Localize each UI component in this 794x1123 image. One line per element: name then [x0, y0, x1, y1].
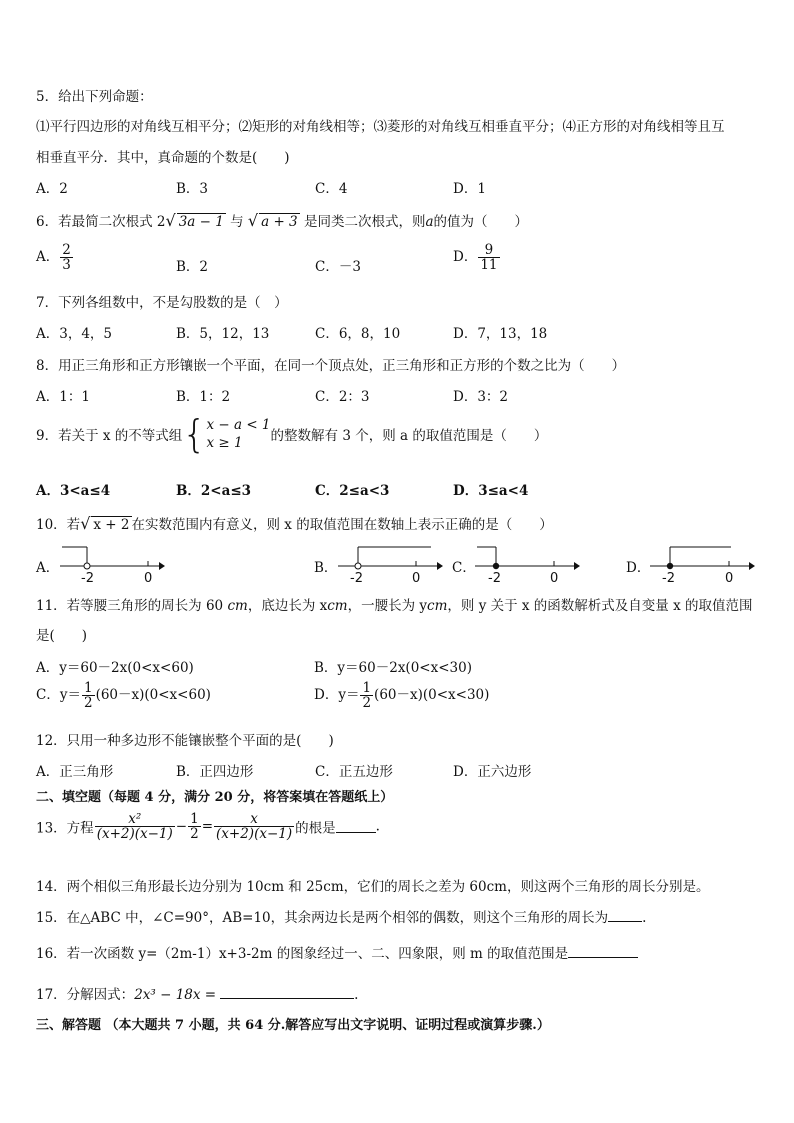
answer-blank	[608, 909, 642, 922]
q10-radicand: x + 2	[93, 517, 130, 533]
numerator: x²	[128, 811, 142, 827]
q14-stem: 14．两个相似三角形最长边分别为 10cm 和 25cm，它们的周长之差为 60cm，则这两个三角形的周长分别是。	[36, 879, 710, 895]
q12-option-c: C．正五边形	[315, 764, 393, 780]
q9-option-d: D．3≤a<4	[453, 483, 529, 499]
arrow-icon	[159, 562, 165, 570]
denominator: 2	[83, 695, 93, 712]
tick-label-neg2: -2	[350, 571, 363, 585]
q6-option-a	[36, 243, 74, 272]
inequality-1: x − a < 1	[206, 416, 271, 433]
closed-dot-icon	[667, 563, 673, 569]
q13-post: 的根是	[295, 820, 336, 837]
q8-stem: 8．用正三角形和正方形镶嵌一个平面，在同一个顶点处，正三角形和正方形的个数之比为（ ）	[36, 358, 626, 374]
q7-stem: 7．下列各组数中，不是勾股数的是（ ）	[36, 295, 288, 311]
q9-pre: 9．若关于 x 的不等式组	[36, 428, 183, 444]
tick-label-0: 0	[412, 571, 421, 585]
q11-stem	[36, 594, 753, 614]
q17-expression: 2x³ − 18x	[134, 987, 201, 1003]
q6-pre: 6．若最简二次根式 2	[36, 214, 166, 230]
minus-sign: −	[175, 818, 188, 835]
q6-post: 是同类二次根式，则	[299, 214, 426, 230]
open-dot-icon	[84, 563, 90, 569]
option-label: A．	[36, 249, 60, 266]
fraction-3	[214, 812, 294, 841]
numerator: 1	[362, 680, 372, 696]
q7-option-c: C．6，8，10	[315, 326, 401, 342]
option-tail: (60－x)(0<x<30)	[374, 687, 490, 704]
answer-blank	[336, 820, 376, 833]
unit: cm	[327, 598, 348, 614]
q11-text-4: ，则 y 关于 x 的函数解析式及自变量 x 的取值范围	[447, 598, 753, 614]
unit: cm	[227, 598, 248, 614]
section-2-heading: 二、填空题（每题 4 分，满分 20 分，将答案填在答题纸上）	[36, 790, 394, 805]
fraction-2	[188, 812, 201, 841]
equals-sign: =	[200, 987, 217, 1003]
q16-pre: 16．若一次函数 y=（2m-1）x+3-2m 的图象经过一、二、四象限，则 m 的取值范围是	[36, 946, 569, 962]
numerator: x	[250, 811, 258, 827]
q17-stem	[36, 983, 358, 1003]
brace-icon: {	[182, 412, 207, 456]
numerator: 9	[484, 242, 494, 258]
q5-statements: ⑴平行四边形的对角线互相平分；⑵矩形的对角线相等；⑶菱形的对角线互相垂直平分；⑷正方形的对角线相等且互	[36, 119, 725, 135]
q15-stem	[36, 906, 646, 926]
q9-stem	[36, 412, 548, 456]
tick-label-0: 0	[725, 571, 734, 585]
q15-pre: 15．在△ABC 中，∠C=90°，AB=10，其余两边长是两个相邻的偶数，则这个三角形的周长为	[36, 910, 609, 926]
q8-option-a: A．1：1	[36, 389, 90, 405]
denominator: 2	[362, 695, 372, 712]
arrow-icon	[749, 562, 755, 570]
arrow-icon	[437, 562, 443, 570]
q5-stem: 5．给出下列命题：	[36, 89, 153, 105]
equals-sign: =	[201, 818, 214, 835]
sqrt-sign-icon: √	[165, 211, 176, 230]
q10-post: 在实数范围内有意义，则 x 的取值范围在数轴上表示正确的是（ ）	[131, 517, 553, 533]
q5-option-b: B．3	[176, 181, 209, 197]
q5-option-d: D．1	[453, 181, 486, 197]
q12-stem: 12．只用一种多边形不能镶嵌整个平面的是( )	[36, 733, 334, 749]
q10-option-c-numberline	[470, 540, 580, 585]
denominator: 11	[480, 257, 498, 274]
q12-option-a: A．正三角形	[36, 764, 114, 780]
q16-stem	[36, 942, 638, 962]
q10-option-a-label: A．	[36, 560, 60, 576]
answer-blank	[220, 986, 354, 999]
q6-stem	[36, 210, 528, 230]
denominator: 2	[190, 826, 199, 843]
q9-post: 的整数解有 3 个，则 a 的取值范围是（ ）	[270, 428, 548, 444]
q8-option-d: D．3：2	[453, 389, 509, 405]
tick-label-neg2: -2	[488, 571, 501, 585]
q5-option-a: A．2	[36, 181, 68, 197]
q13-stem	[36, 812, 380, 841]
fraction	[360, 681, 373, 710]
tick-label-neg2: -2	[81, 571, 94, 585]
q10-pre: 10．若	[36, 517, 81, 533]
option-label: C．y＝	[36, 687, 81, 704]
option-label: D．y＝	[314, 687, 360, 704]
q6-end: 的值为（ ）	[433, 214, 529, 230]
q11-option-a: A．y＝60－2x(0<x<60)	[36, 660, 194, 676]
q11-option-c	[36, 681, 211, 710]
q6-var: a	[425, 214, 434, 230]
q10-option-b-label: B．	[314, 560, 338, 576]
numerator: 1	[190, 811, 199, 827]
numerator: 2	[62, 242, 71, 258]
tick-label-0: 0	[144, 571, 153, 585]
q17-pre: 17．分解因式：	[36, 987, 135, 1003]
option-tail: (60－x)(0<x<60)	[95, 687, 211, 704]
q6-option-b: B．2	[176, 259, 209, 275]
q17-end: .	[354, 987, 359, 1003]
unit: cm	[427, 598, 448, 614]
q13-pre: 13．方程	[36, 820, 94, 837]
arrow-icon	[574, 562, 580, 570]
denominator: (x+2)(x−1)	[216, 826, 293, 843]
inequality-2: x ≥ 1	[206, 435, 243, 451]
answer-blank	[568, 945, 638, 958]
q11-option-d	[314, 681, 489, 710]
fraction-1	[95, 812, 175, 841]
q9-option-c: C．2≤a<3	[315, 483, 390, 499]
closed-dot-icon	[493, 563, 499, 569]
q11-option-b: B．y＝60－2x(0<x<30)	[314, 660, 472, 676]
q9-option-b: B．2<a≤3	[176, 483, 252, 499]
sqrt-sign-icon: √	[247, 211, 259, 230]
q10-option-d-label: D．	[626, 560, 651, 576]
q8-option-b: B．1：2	[176, 389, 231, 405]
q10-stem	[36, 513, 553, 533]
q5-question: 相垂直平分．其中，真命题的个数是( )	[36, 150, 290, 166]
q12-option-d: D．正六边形	[453, 764, 532, 780]
q6-mid: 与	[225, 214, 248, 230]
fraction	[478, 243, 499, 272]
q10-option-a-numberline	[55, 540, 165, 585]
q13-end: .	[375, 818, 380, 835]
option-label: D．	[453, 249, 478, 266]
q11-text-2: ，底边长为 x	[247, 598, 328, 614]
q6-radicand-1: 3a − 1	[178, 214, 224, 230]
q7-option-a: A．3，4，5	[36, 326, 113, 342]
fraction	[82, 681, 95, 710]
q8-option-c: C．2：3	[315, 389, 370, 405]
tick-label-0: 0	[550, 571, 559, 585]
inequality-system	[182, 412, 271, 456]
q5-option-c: C．4	[315, 181, 348, 197]
open-dot-icon	[355, 563, 361, 569]
q6-option-d	[453, 243, 501, 272]
q11-text-3: ，一腰长为 y	[347, 598, 428, 614]
fraction	[60, 243, 73, 272]
q11-text-1: 11．若等腰三角形的周长为 60	[36, 598, 228, 614]
q9-option-a: A．3<a≤4	[36, 483, 111, 499]
q6-radicand-2: a + 3	[261, 214, 298, 230]
numerator: 1	[83, 680, 93, 696]
q15-end: .	[642, 910, 647, 926]
q10-option-c-label: C．	[452, 560, 476, 576]
q7-option-b: B．5，12，13	[176, 326, 270, 342]
section-3-heading: 三、解答题 （本大题共 7 小题，共 64 分.解答应写出文字说明、证明过程或演算步骤.）	[36, 1018, 550, 1033]
q10-option-d-numberline	[645, 540, 755, 585]
q12-option-b: B．正四边形	[176, 764, 254, 780]
q6-option-c: C．－3	[315, 259, 361, 275]
q7-option-d: D．7，13，18	[453, 326, 548, 342]
q11-stem-line2: 是( )	[36, 628, 88, 644]
denominator: (x+2)(x−1)	[96, 826, 173, 843]
sqrt-sign-icon: √	[80, 514, 91, 533]
denominator: 3	[62, 257, 71, 274]
tick-label-neg2: -2	[662, 571, 675, 585]
q10-option-b-numberline	[333, 540, 443, 585]
